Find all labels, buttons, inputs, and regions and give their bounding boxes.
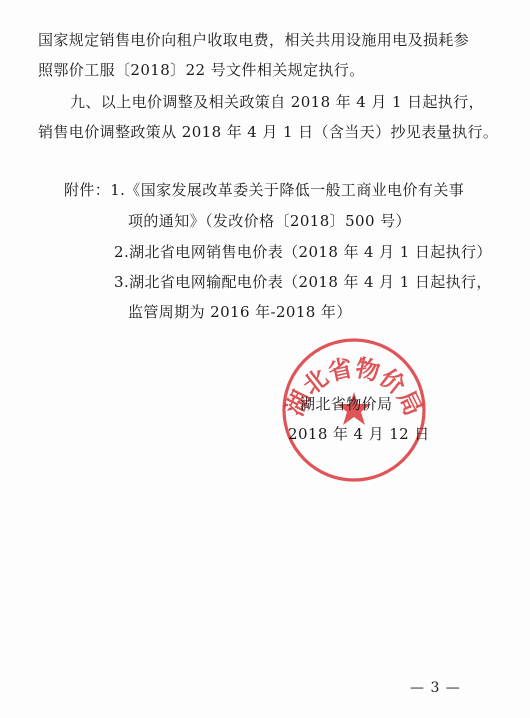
clause-nine-line: 销售电价调整政策从 2018 年 4 月 1 日（含当天）抄见表量执行。 <box>38 123 499 141</box>
attachment-item: 监管周期为 2016 年-2018 年） <box>128 303 352 321</box>
attachment-item: 附件：1.《国家发展改革委关于降低一般工商业电价有关事 <box>64 181 465 199</box>
attachment-item: 2.湖北省电网销售电价表（2018 年 4 月 1 日起执行） <box>114 243 492 261</box>
clause-nine-line: 九、以上电价调整及相关政策自 2018 年 4 月 1 日起执行， <box>70 93 485 111</box>
issue-date: 2018 年 4 月 12 日 <box>288 425 430 443</box>
body-text-line: 国家规定销售电价向租户收取电费，相关共用设施用电及损耗参 <box>38 31 470 49</box>
attachment-item: 3.湖北省电网输配电价表（2018 年 4 月 1 日起执行， <box>114 273 492 291</box>
stamp-text: 湖北省物价局 <box>280 352 428 421</box>
issuer-name: 湖北省物价局 <box>300 395 393 413</box>
page-number: — 3 — <box>410 680 461 696</box>
body-text-line: 照鄂价工服〔2018〕22 号文件相关规定执行。 <box>38 61 365 79</box>
attachment-item: 项的通知》（发改价格〔2018〕500 号） <box>128 212 411 230</box>
